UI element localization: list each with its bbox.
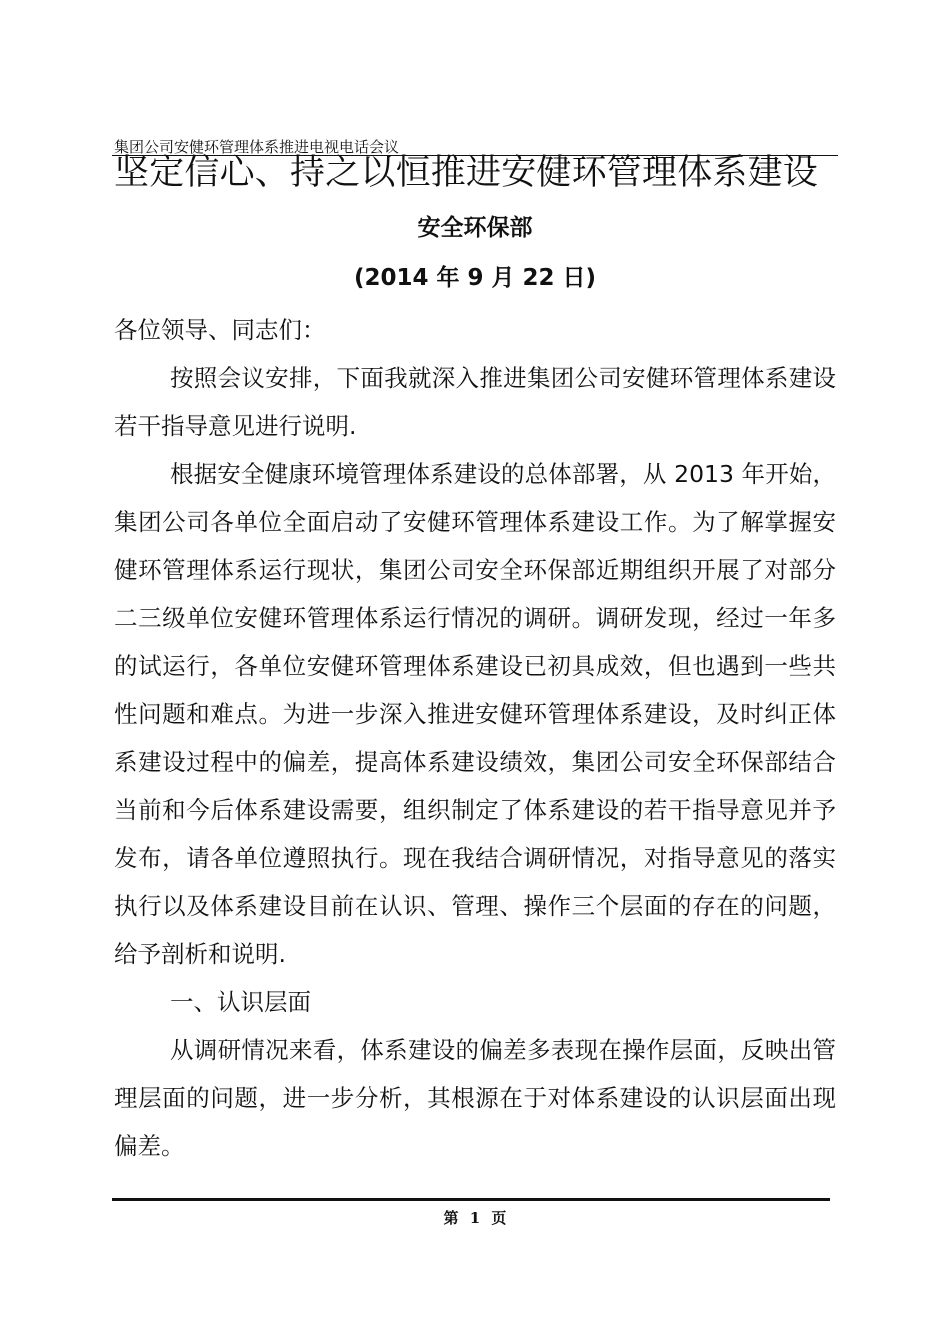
page-number: 第 1 页 [443,1209,507,1227]
running-header: 集团公司安健环管理体系推进电视电话会议 [114,138,400,156]
section-heading-cognition: 一、认识层面 [170,988,311,1016]
paragraph-background: 根据安全健康环境管理体系建设的总体部署，从 2013 年开始，集团公司各单位全面启动了安健环管理体系建设工作。为了解掌握安健环管理体系运行现状，集团公司安全环保部近期组织开展了对部分二三级单位安健环管理体系运行情况的调研。调研发现，经过一年多的试运行，各单位安健环管理体系建设已初具成效，但也遇到一些共性问题和难点。为进一步深入推进安健环管理体系建设，及时纠正体系建设过程中的偏差，提高体系建设绩效，集团公司安全环保部结合当前和今后体系建设需要，组织制定了体系建设的若干指导意见并予发布，请各单位遵照执行。现在我结合调研情况，对指导意见的落实执行以及体系建设目前在认识、管理、操作三个层面的存在的问题，给予剖析和说明. [114,460,836,968]
document-date: (2014 年 9 月 22 日) [353,265,597,291]
paragraph-intro: 按照会议安排，下面我就深入推进集团公司安健环管理体系建设若干指导意见进行说明. [114,364,836,440]
salutation: 各位领导、同志们： [114,316,326,344]
document-title: 坚定信心、持之以恒推进安健环管理体系建设 [114,153,819,193]
footer-divider [112,1198,830,1201]
document-department: 安全环保部 [417,215,533,241]
document-body [114,306,836,1170]
paragraph-cognition: 从调研情况来看，体系建设的偏差多表现在操作层面，反映出管理层面的问题，进一步分析，其根源在于对体系建设的认识层面出现偏差。 [114,1036,836,1160]
